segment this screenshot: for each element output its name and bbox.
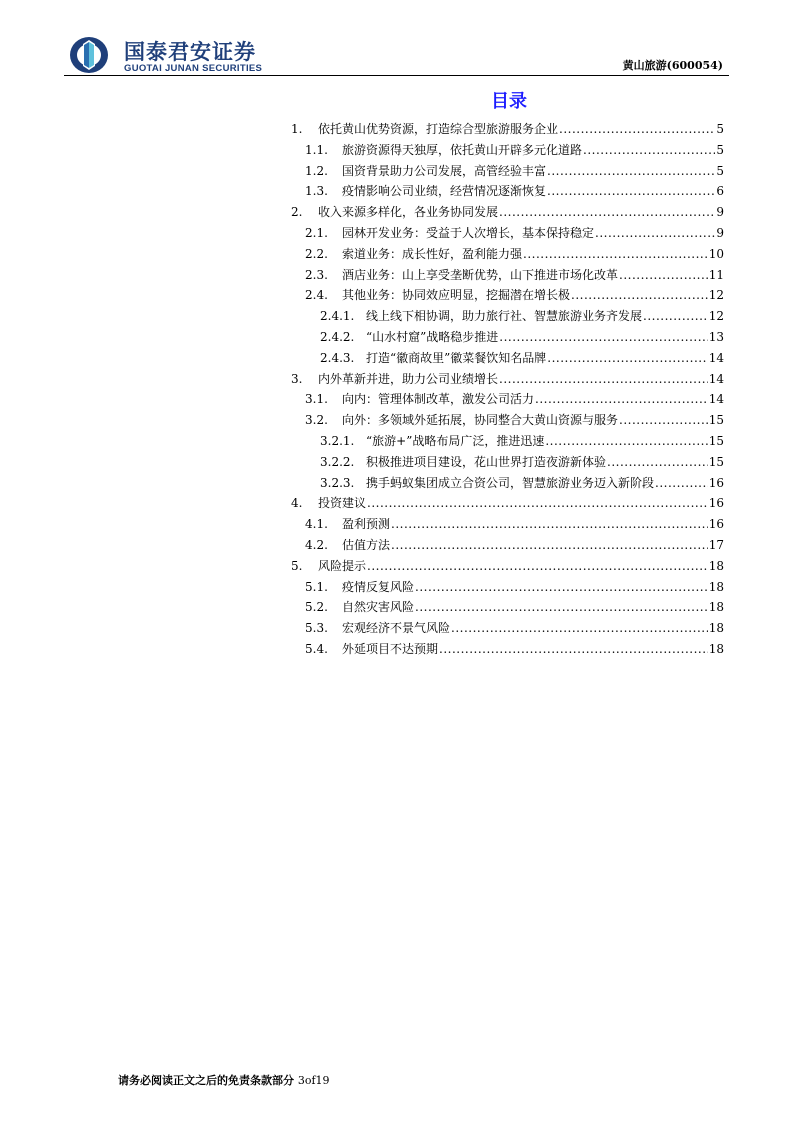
toc-entry[interactable] bbox=[291, 432, 724, 453]
toc-entry-title: 酒店业务：山上享受垄断优势，山下推进市场化改革 bbox=[342, 267, 619, 282]
toc-entry-title: 向内：管理体制改革，激发公司活力 bbox=[342, 392, 535, 407]
toc-entry[interactable] bbox=[291, 515, 724, 536]
toc-entry-page: 14 bbox=[708, 392, 724, 407]
toc-entry-page: 15 bbox=[708, 413, 724, 428]
dot-leader bbox=[391, 538, 708, 552]
toc-entry-title: 疫情反复风险 bbox=[342, 579, 415, 594]
toc-entry-title: 索道业务：成长性好，盈利能力强 bbox=[342, 246, 523, 261]
toc-entry-title: 收入来源多样化，各业务协同发展 bbox=[318, 205, 499, 220]
toc-entry-number: 1.1. bbox=[305, 142, 328, 157]
toc-entry[interactable] bbox=[291, 203, 724, 224]
dot-leader bbox=[451, 621, 708, 635]
toc-entry-title: 投资建议 bbox=[318, 496, 367, 511]
toc-entry-number: 2.4.1. bbox=[320, 309, 355, 324]
dot-leader bbox=[499, 330, 707, 344]
dot-leader bbox=[571, 288, 708, 302]
toc-entry[interactable] bbox=[291, 162, 724, 183]
dot-leader bbox=[547, 184, 715, 198]
toc-entry-title: 外延项目不达预期 bbox=[342, 641, 439, 656]
toc-entry-page: 5 bbox=[716, 163, 724, 178]
dot-leader bbox=[367, 496, 708, 510]
dot-leader bbox=[619, 413, 708, 427]
toc-entry-title: 疫情影响公司业绩，经营情况逐渐恢复 bbox=[342, 184, 547, 199]
toc-entry-number: 2.2. bbox=[305, 246, 328, 261]
toc-entry-page: 14 bbox=[708, 350, 724, 365]
toc-entry[interactable] bbox=[291, 182, 724, 203]
toc-entry-title: 向外：多领域外延拓展，协同整合大黄山资源与服务 bbox=[342, 413, 619, 428]
toc-entry-page: 16 bbox=[708, 496, 724, 511]
toc-entry[interactable] bbox=[291, 370, 724, 391]
stock-name: 黄山旅游(600054) bbox=[622, 59, 723, 72]
toc-entry[interactable] bbox=[291, 224, 724, 245]
toc-entry-page: 16 bbox=[708, 517, 724, 532]
toc-entry-number: 4.1. bbox=[305, 517, 328, 532]
toc-entry[interactable] bbox=[291, 307, 724, 328]
dot-leader bbox=[595, 226, 715, 240]
dot-leader bbox=[547, 164, 715, 178]
toc-entry-title: 打造“徽商故里”徽菜餐饮知名品牌 bbox=[366, 350, 547, 365]
toc-entry-page: 17 bbox=[708, 537, 724, 552]
toc-entry[interactable] bbox=[291, 411, 724, 432]
toc-entry-number: 3. bbox=[291, 371, 303, 386]
toc-entry-page: 11 bbox=[708, 267, 724, 282]
toc-entry-page: 16 bbox=[708, 475, 724, 490]
toc-entry-number: 3.2.3. bbox=[320, 475, 355, 490]
toc-entry-number: 5.3. bbox=[305, 621, 328, 636]
toc-entry-page: 18 bbox=[708, 558, 724, 573]
toc-entry-number: 5.2. bbox=[305, 600, 328, 615]
toc-entry[interactable] bbox=[291, 328, 724, 349]
toc-entry-number: 5.1. bbox=[305, 579, 328, 594]
toc-entry-page: 5 bbox=[716, 122, 724, 136]
toc-entry-number: 5.4. bbox=[305, 641, 328, 656]
toc-entry[interactable] bbox=[291, 349, 724, 370]
toc-entry-title: 宏观经济不景气风险 bbox=[342, 621, 451, 636]
toc-entry-title: 携手蚂蚁集团成立合资公司，智慧旅游业务迈入新阶段 bbox=[366, 475, 655, 490]
toc-entry-title: 旅游资源得天独厚，依托黄山开辟多元化道路 bbox=[342, 142, 583, 157]
dot-leader bbox=[499, 205, 715, 219]
toc-entry-number: 3.2. bbox=[305, 413, 328, 428]
toc-entry-title: 盈利预测 bbox=[342, 517, 391, 532]
toc-entry-page: 5 bbox=[716, 142, 724, 157]
toc-entry[interactable] bbox=[291, 266, 724, 287]
dot-leader bbox=[415, 600, 708, 614]
dot-leader bbox=[391, 517, 708, 531]
toc-entry-title: 依托黄山优势资源，打造综合型旅游服务企业 bbox=[318, 122, 559, 136]
toc-entry[interactable] bbox=[291, 286, 724, 307]
toc-entry-page: 18 bbox=[708, 621, 724, 636]
dot-leader bbox=[367, 559, 708, 573]
toc-entry-page: 15 bbox=[708, 433, 724, 448]
guotai-junan-logo-icon bbox=[66, 36, 112, 74]
toc-entry[interactable] bbox=[291, 141, 724, 162]
toc-entry[interactable] bbox=[291, 536, 724, 557]
toc-entry-number: 4. bbox=[291, 496, 303, 511]
header-divider bbox=[64, 75, 729, 76]
toc-entry-title: 其他业务：协同效应明显，挖掘潜在增长极 bbox=[342, 288, 571, 303]
brand-name-cn: 国泰君安证券 bbox=[124, 40, 256, 64]
toc-entry[interactable] bbox=[291, 453, 724, 474]
toc-entry-number: 2.4.3. bbox=[320, 350, 355, 365]
toc-entry-number: 1.3. bbox=[305, 184, 328, 199]
toc-entry-page: 18 bbox=[708, 600, 724, 615]
toc-title: 目录 bbox=[491, 91, 527, 112]
footer bbox=[118, 1072, 330, 1088]
brand-name-en: GUOTAI JUNAN SECURITIES bbox=[124, 63, 263, 74]
toc-entry-number: 5. bbox=[291, 558, 303, 573]
toc-entry-number: 3.2.1. bbox=[320, 433, 355, 448]
toc-entry-page: 10 bbox=[708, 246, 724, 261]
toc-entry[interactable] bbox=[291, 120, 724, 141]
table-of-contents bbox=[291, 120, 724, 661]
toc-entry-number: 3.2.2. bbox=[320, 454, 355, 469]
toc-entry-title: 国资背景助力公司发展，高管经验丰富 bbox=[342, 163, 547, 178]
toc-entry-page: 9 bbox=[716, 225, 724, 240]
toc-entry[interactable] bbox=[291, 557, 724, 578]
toc-entry-title: 风险提示 bbox=[318, 558, 367, 573]
dot-leader bbox=[619, 268, 708, 282]
toc-entry[interactable] bbox=[291, 578, 724, 599]
toc-entry[interactable] bbox=[291, 245, 724, 266]
toc-entry-number: 1. bbox=[291, 122, 303, 136]
toc-entry-number: 4.2. bbox=[305, 537, 328, 552]
toc-entry[interactable] bbox=[291, 494, 724, 515]
toc-entry-page: 12 bbox=[708, 288, 724, 303]
dot-leader bbox=[545, 434, 707, 448]
toc-entry-title: “旅游+”战略布局广泛，推进迅速 bbox=[366, 433, 545, 448]
dot-leader bbox=[607, 455, 708, 469]
toc-entry[interactable] bbox=[291, 619, 724, 640]
dot-leader bbox=[439, 642, 708, 656]
footer-disclaimer: 请务必阅读正文之后的免责条款部分 bbox=[118, 1074, 294, 1087]
page-number: 3of19 bbox=[297, 1074, 330, 1087]
toc-entry-title: 自然灾害风险 bbox=[342, 600, 415, 615]
dot-leader bbox=[535, 392, 708, 406]
toc-entry-page: 18 bbox=[708, 641, 724, 656]
toc-entry-number: 3.1. bbox=[305, 392, 328, 407]
toc-entry[interactable] bbox=[291, 598, 724, 619]
toc-entry-title: 园林开发业务：受益于人次增长，基本保持稳定 bbox=[342, 225, 595, 240]
toc-entry-number: 2.3. bbox=[305, 267, 328, 282]
dot-leader bbox=[559, 122, 715, 136]
toc-entry-number: 1.2. bbox=[305, 163, 328, 178]
dot-leader bbox=[499, 372, 708, 386]
dot-leader bbox=[415, 580, 708, 594]
toc-entry-number: 2.1. bbox=[305, 225, 328, 240]
toc-entry-number: 2.4. bbox=[305, 288, 328, 303]
toc-entry-title: 积极推进项目建设，花山世界打造夜游新体验 bbox=[366, 454, 607, 469]
dot-leader bbox=[583, 143, 715, 157]
toc-entry-title: 内外革新并进，助力公司业绩增长 bbox=[318, 371, 499, 386]
toc-entry-number: 2.4.2. bbox=[320, 329, 355, 344]
toc-entry-number: 2. bbox=[291, 205, 303, 220]
toc-entry-title: 估值方法 bbox=[342, 537, 391, 552]
toc-entry-page: 9 bbox=[716, 205, 724, 220]
toc-entry[interactable] bbox=[291, 390, 724, 411]
dot-leader bbox=[643, 309, 708, 323]
toc-entry-page: 13 bbox=[708, 329, 724, 344]
toc-entry-page: 6 bbox=[716, 184, 724, 199]
toc-entry-page: 15 bbox=[708, 454, 724, 469]
toc-entry[interactable] bbox=[291, 640, 724, 661]
toc-entry-page: 14 bbox=[708, 371, 724, 386]
dot-leader bbox=[523, 247, 708, 261]
toc-entry-title: “山水村窟”战略稳步推进 bbox=[366, 329, 499, 344]
toc-entry-page: 12 bbox=[708, 309, 724, 324]
toc-entry[interactable] bbox=[291, 474, 724, 495]
dot-leader bbox=[547, 351, 707, 365]
toc-entry-page: 18 bbox=[708, 579, 724, 594]
dot-leader bbox=[655, 476, 708, 490]
toc-entry-title: 线上线下相协调，助力旅行社、智慧旅游业务齐发展 bbox=[366, 309, 643, 324]
